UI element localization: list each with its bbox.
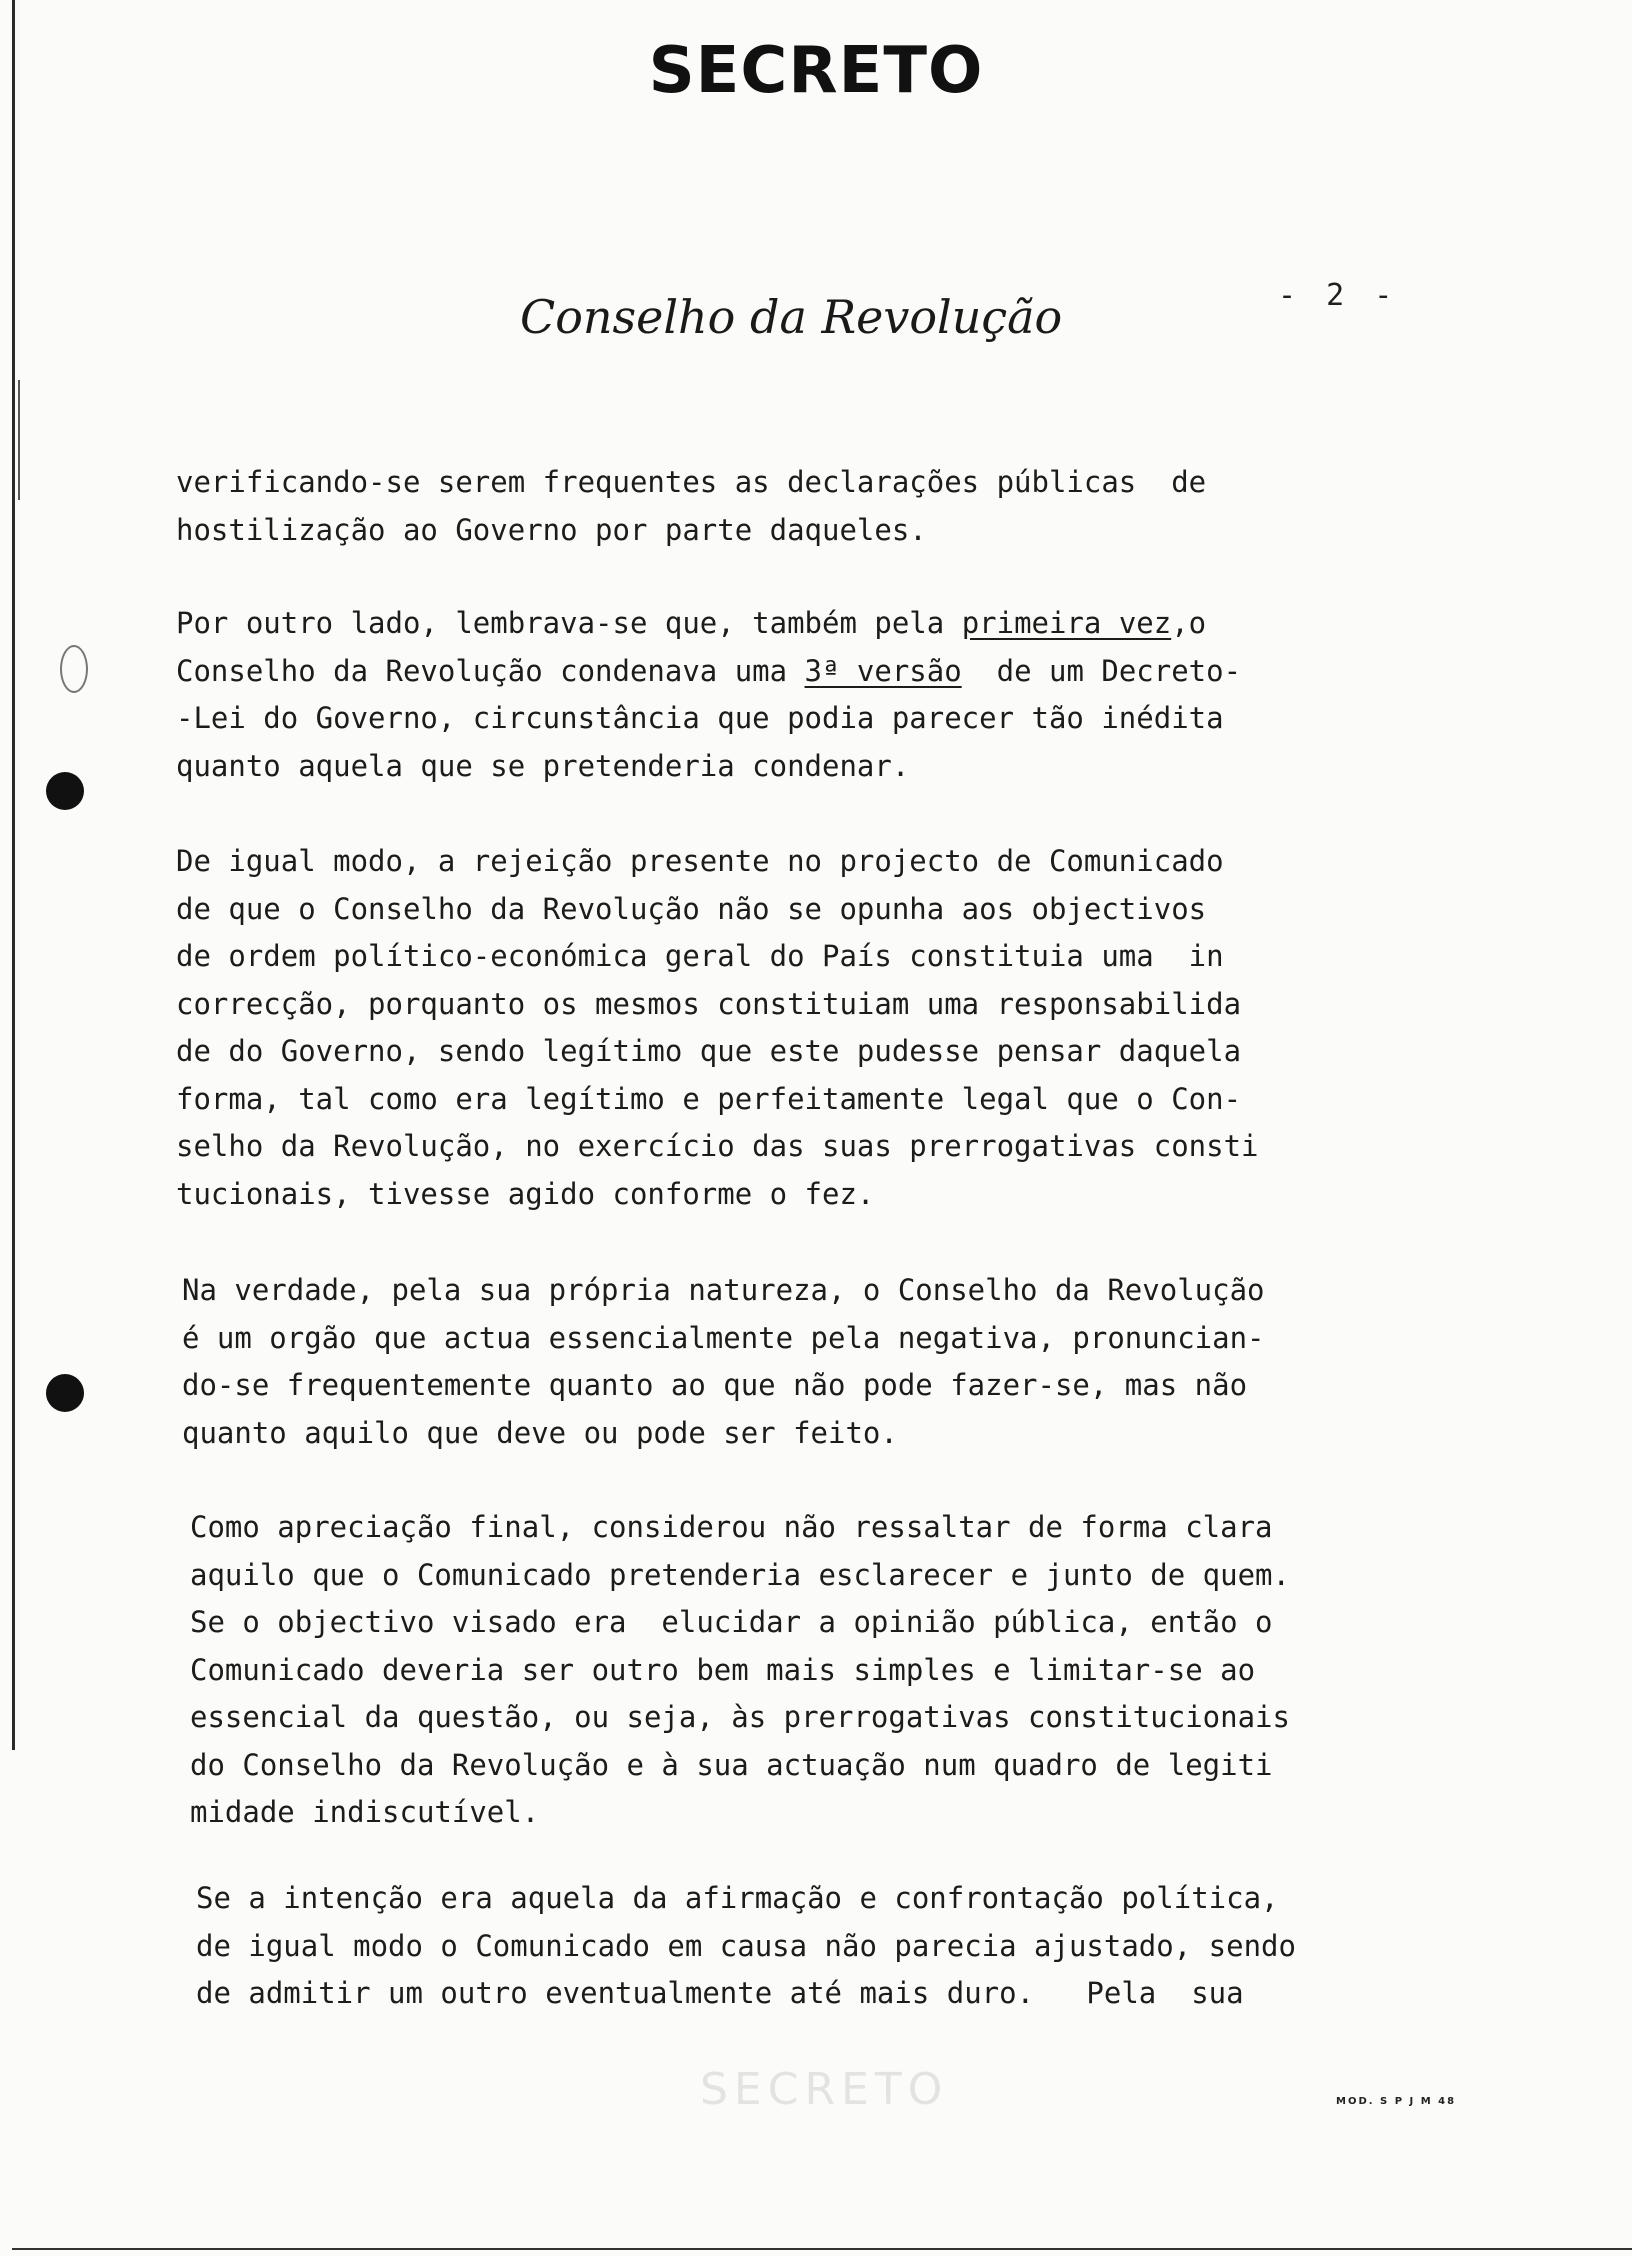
text-line: quanto aquela que se pretenderia condenar.: [176, 748, 910, 783]
text-line: de igual modo o Comunicado em causa não parecia ajustado, sendo: [196, 1928, 1296, 1963]
text-line: de do Governo, sendo legítimo que este pudesse pensar daquela: [176, 1034, 1242, 1068]
binding-edge-line: [12, 0, 15, 1750]
paragraph-3: [176, 838, 1259, 1218]
paragraph-6: [196, 1875, 1296, 2018]
paragraph-5: [190, 1504, 1290, 1837]
text-line: de ordem político-económica geral do País constituia uma in: [176, 939, 1224, 973]
text-line: de admitir um outro eventualmente até mais duro. Pela sua: [196, 1976, 1244, 2010]
text-line: selho da Revolução, no exercício das suas prerrogativas consti: [176, 1129, 1259, 1163]
underlined-phrase: primeira vez: [961, 606, 1172, 640]
text-line: é um orgão que actua essencialmente pela negativa, pronuncian-: [182, 1320, 1265, 1355]
punch-hole-icon: [46, 772, 84, 810]
text-line: aquilo que o Comunicado pretenderia esclarecer e junto de quem.: [190, 1557, 1290, 1592]
pen-mark-icon: [60, 645, 88, 693]
punch-hole-icon: [46, 1374, 84, 1412]
text-line: tucionais, tivesse agido conforme o fez.: [176, 1176, 875, 1211]
text-line: Comunicado deveria ser outro bem mais simples e limitar-se ao: [190, 1652, 1256, 1687]
paragraph-2: [176, 600, 1241, 790]
text-line: Se o objectivo visado era elucidar a opinião pública, então o: [190, 1605, 1273, 1639]
letterhead: Conselho da Revolução: [520, 290, 1063, 344]
text-line: do-se frequentemente quanto ao que não pode fazer-se, mas não: [182, 1368, 1248, 1402]
text-line: midade indiscutível.: [190, 1795, 540, 1829]
text-line: Na verdade, pela sua própria natureza, o Conselho da Revolução: [182, 1273, 1265, 1307]
text-line: Como apreciação final, considerou não ressaltar de forma clara: [190, 1510, 1273, 1544]
text-line: -Lei do Governo, circunstância que podia parecer tão inédita: [176, 701, 1224, 735]
paragraph-1: [176, 459, 1206, 554]
text-line: Se a intenção era aquela da afirmação e confrontação política,: [196, 1881, 1279, 1915]
text-line: quanto aquilo que deve ou pode ser feito.: [182, 1415, 898, 1450]
form-code: MOD. S P J M 48: [1336, 2096, 1457, 2107]
classification-stamp: SECRETO: [648, 34, 984, 108]
text-line: Por outro lado, lembrava-se que, também pela primeira vez,o: [176, 606, 1207, 640]
binding-edge-mark: [18, 380, 20, 500]
text-line: correcção, porquanto os mesmos constituiam uma responsabilida: [176, 986, 1242, 1021]
text-line: de que o Conselho da Revolução não se opunha aos objectivos: [176, 891, 1207, 926]
text-line: essencial da questão, ou seja, às prerrogativas constitucionais: [190, 1700, 1290, 1734]
text-line: De igual modo, a rejeição presente no projecto de Comunicado: [176, 844, 1224, 878]
faint-stamp-impression: SECRETO: [700, 2064, 949, 2115]
text-line: verificando-se serem frequentes as declarações públicas de: [176, 465, 1207, 499]
text-line: hostilização ao Governo por parte daqueles.: [176, 512, 927, 547]
underlined-phrase: 3ª versão: [804, 653, 962, 688]
text-line: do Conselho da Revolução e à sua actuação num quadro de legiti: [190, 1747, 1273, 1782]
text-line: Conselho da Revolução condenava uma 3ª versão de um Decreto-: [176, 653, 1242, 688]
bottom-edge-line: [12, 2248, 1632, 2250]
text-line: forma, tal como era legítimo e perfeitamente legal que o Con-: [176, 1081, 1242, 1116]
paragraph-4: [182, 1267, 1265, 1457]
page-number: - 2 -: [1278, 278, 1399, 313]
